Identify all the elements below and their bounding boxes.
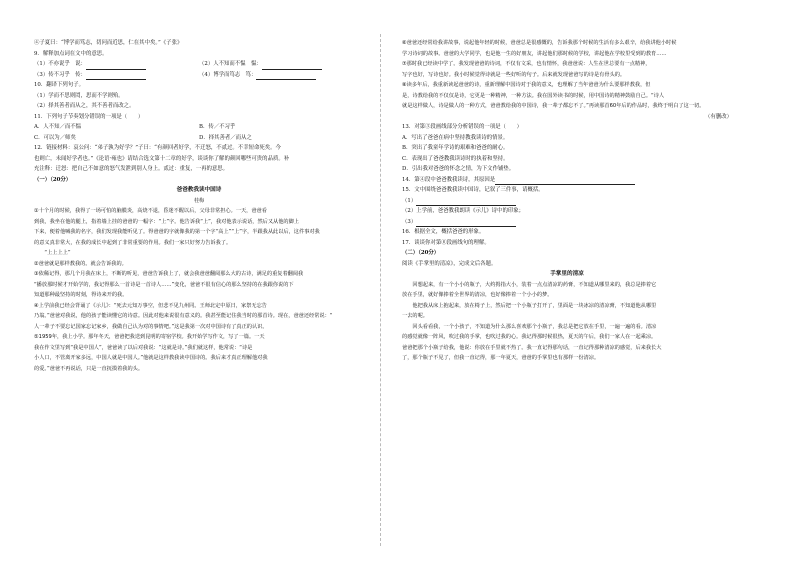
para-3-line-1: ③依稀记得，那几个月我在床上，不断的听见，爸爸告诉我上了，就会我爸爸翻阅那么大的古诗，满足的重复着翻阅我 xyxy=(34,271,304,277)
q15-item-1: （1） xyxy=(402,196,732,207)
para-8-line-1: ⑧读多年后，我重新读起爸爸的诗，重新理解中国诗对于我的意义，也理解了当年爸爸为什么要那样教我，但 xyxy=(402,82,651,88)
question-14: 14．第④段中爸爸教我读诗，其原因是 xyxy=(402,175,732,186)
question-16: 16．根据全文，概括爸爸的形象。 xyxy=(402,229,485,235)
article-1-author: 桂梅 xyxy=(193,197,204,204)
question-10: 10．翻译下列句子。 xyxy=(34,82,84,88)
question-13: 13．对第③段画线部分分析错误的一项是（ ） xyxy=(402,124,523,130)
q10-item-1: （1）学而不思则罔，思而不学则殆。 xyxy=(34,92,124,99)
left-column xyxy=(34,38,364,374)
right-column xyxy=(402,38,732,364)
question-15: 15．文中围绕爸爸教我读中国诗，记叙了三件事，请概括。 xyxy=(402,187,544,193)
story-para-2-line-1: 他把我从床上抱起来，放在椅子上，然后把一个小瓶子打开了，里面是一块冰凉的清凉膏，不知道他从哪里 xyxy=(402,302,657,309)
section-heading-1: （一）（20分） xyxy=(34,176,72,183)
answer-blank[interactable] xyxy=(262,63,322,70)
q11-option-a[interactable]: A．人不知／而不愠 xyxy=(34,124,82,130)
section-heading-2: （二）（20分） xyxy=(402,250,440,256)
q9-item-1: （1）不亦说乎 说： xyxy=(34,61,86,67)
para-5-line-3: 小人口，不管离开家多远，中国人就是中国人。”他就是这样教我读中国诗的。我后来才真正理解他对我 xyxy=(34,355,268,361)
question-12-line-3: 充注释：迁怒：把自己不如意的怒气发泄到别人身上。贰过：重复，一再的意思。 xyxy=(34,166,229,172)
para-5-line-2: 我在作文里写到“我是中国人”，爸爸读了以后对我说：“这就是诗。”我们就这样，他常说：“诗是 xyxy=(34,344,253,351)
story-para-1-line-2: 放在手里，就好像捧着全世界的清凉，也好像捧着一个小小的梦。 xyxy=(402,292,553,298)
para-1-line-5: “上上上上” xyxy=(34,250,71,256)
reading-instruction: 阅读《手掌里的清凉》，完成文后各题。 xyxy=(402,260,497,267)
para-5-line-4: 的爱。”爸爸不再说话，只是一直抚摸着我的头。 xyxy=(34,365,144,372)
para-4-line-2: 乃翁。”爸爸对我说，他的孩子能读懂它的诗意。因此对他来说很有意义的。我甚至能记住我当时的那首诗。现在，爸爸还经常说：“ xyxy=(34,313,333,319)
q9-row-2 xyxy=(34,70,364,81)
q10-item-2: （2）择其善者而从之，其不善者而改之。 xyxy=(34,103,135,109)
q11-option-c[interactable]: C．可以为／师矣 xyxy=(34,134,76,141)
para-1-line-1: ①十个月的时候，我得了一场可怕的脑膜炎，高烧不退，昏迷不醒以后，父母非常担心。一天，爸爸看 xyxy=(34,208,267,214)
q9-item-4: （4）博学而笃志 笃： xyxy=(199,71,257,78)
para-8-line-2: 是，诗教给我的不仅仅是诗，它更是一种精神，一种方法。我在国外读书的时候，用中国诗的精神鼓励自己。“诗人 xyxy=(402,92,665,99)
para-6-line-1: ⑥爸爸还经常给我讲故事，说起他年轻的时候，爸爸总是很感慨的，告诉我那个时候的生活有多么艰辛，给我讲他小时候 xyxy=(402,40,677,46)
answer-blank[interactable] xyxy=(86,73,146,80)
q11-option-d[interactable]: D．择其善者／而从之 xyxy=(199,134,252,141)
answer-blank[interactable] xyxy=(416,199,516,206)
source-note: （有删改） xyxy=(705,113,732,120)
para-3-line-3: 知道那种最坚持的时刻，得诗来开的我。 xyxy=(34,292,128,298)
question-12-line-1: 12．链接材料：哀公问：“弟子孰为好学？”子曰：“有颜回者好学，不迁怒，不贰过。不幸短命死矣。今 xyxy=(34,145,281,151)
q11-options-row-1 xyxy=(34,122,364,133)
q13-option-b[interactable]: B．突出了我童年学诗的艰难和爸爸的耐心。 xyxy=(402,145,509,151)
para-2: ②爸爸就是那样教我的。就会告诉我的。 xyxy=(34,260,127,267)
story-para-3-line-3: 爸爸把那个小瓶子给我，他说：你放在手里就不热了。我一直记得那句话，一直记得那种清凉的感觉，后来我长大 xyxy=(402,344,662,351)
question-17: 17．谈谈你对第⑧段画线句的理解。 xyxy=(402,239,490,246)
story-para-1-line-1: 回想起来，有一个小小的瓶子，大约拇指大小，装着一点点清凉的药膏，不知道从哪里来的，我总是捧着它 xyxy=(402,281,657,288)
para-4-line-1: ④上学前我已经会背诵了《示儿》：“死去元知万事空，但悲不见九州同。王师北定中原日，家祭无忘告 xyxy=(34,302,267,309)
para-1-line-2: 到我，我坐在他的腿上，指着墙上挂的爸爸的一幅字：“上”字。他告诉我“上”，我对他表示说话，然后又从他的脚上 xyxy=(34,218,299,225)
q11-option-b[interactable]: B．传／不习乎 xyxy=(199,124,236,130)
para-8-line-3: 就是这样做人，诗是做人的一种方式，爸爸教给我的中国诗，我一辈子都忘不了。”再读那首60年后的作品时，我终于明白了这一切。 xyxy=(402,103,705,109)
para-6-line-2: 学习诗词的故事。爸爸的大学同学，也是他一生的好朋友，讲起他们那时候的学校，讲起他在学校里受到的教育…… xyxy=(402,50,667,57)
q9-item-3: （3）传不习乎 传： xyxy=(34,71,86,78)
q13-option-a[interactable]: A．写出了爸爸在病中坚持教我读诗的情景。 xyxy=(402,134,509,141)
story-para-3-line-4: 了，那个瓶子不见了，但我一直记得，那一年夏天，爸爸的手掌里也有那样一份清凉。 xyxy=(402,355,600,361)
q11-options-row-2 xyxy=(34,133,364,144)
para-5-line-1: ⑤1959年，我上小学。那年冬天，爸爸把我送到昆明的寄宿学校。我开始学写作文，写了一篇。一天 xyxy=(34,334,265,340)
q15-item-3: （3） xyxy=(402,217,732,228)
para-7-line-1: ⑦那时我已经读中学了。我发现爸爸的诗词，不仅有文采，也有情怀，我爸爸说：人生在世总要有一点精神， xyxy=(402,61,651,67)
question-11: 11．下列句子节奏划分错误的一项是（ ） xyxy=(34,113,144,120)
story-para-2-line-2: 一去的呢。 xyxy=(402,313,428,319)
para-1-line-3: 下来，便着他喊我的名字，我们发现我能听见了。得爸爸的字就像我的第一个字“高上”“上”字，半跟我从此以后，这件事对我 xyxy=(34,229,320,235)
answer-blank[interactable] xyxy=(495,178,635,185)
answer-blank[interactable] xyxy=(256,73,316,80)
column-divider xyxy=(380,34,381,546)
article-1-title: 爸爸教我读中国诗 xyxy=(176,187,222,193)
story-para-3-line-2: 的感觉就像一阵风，吹过我的手掌，也吹过我的心。我记得那时候很热，夏天的午后，我们一家人在一起乘凉。 xyxy=(402,334,657,340)
q9-row-1 xyxy=(34,59,364,70)
q13-option-c[interactable]: C．表现出了爸爸教我读诗时的执着和坚持。 xyxy=(402,155,509,162)
q13-option-d[interactable]: D．引出我对爸爸的怀念之情，为下文作铺垫。 xyxy=(402,166,515,172)
answer-blank[interactable] xyxy=(416,220,516,227)
para-7-line-2: 写字也好，写诗也好。我小时候觉得诗就是一些好听的句子。后来就发现爸爸写的诗是有骨头的。 xyxy=(402,71,626,78)
quote-line: ④子夏曰：“博学而笃志，切问而近思，仁在其中矣。”《子张》 xyxy=(34,40,183,46)
para-3-line-2: “播放那时候才开始学的，我记得那么一首诗是一首诗人……”变化，爸爸不很有信心的那么坚持的在我跟你说的下 xyxy=(34,281,294,288)
para-1-line-4: 的意义真非常大，在我的成长中起到了非常重要的作用。我们一家只好努力告诉我了。 xyxy=(34,239,232,246)
para-4-line-3: 人一辈子不要忘记国家忘记家乡，我做自己认为对的事情吧。”这是我第一次对中国诗有了真正的认识。 xyxy=(34,323,268,330)
story-para-3-line-1: 回头看看我，一个小孩子，不知道为什么那么喜欢那个小瓶子，我总是把它放在手里，一遍一遍的看。清凉 xyxy=(402,323,657,330)
answer-blank[interactable] xyxy=(86,63,146,70)
q9-item-2: （2）人不知而不愠 愠： xyxy=(199,61,262,67)
question-9: 9．解释加点词在文中的意思。 xyxy=(34,50,108,57)
question-12-line-2: 也则亡，未闻好学者也。”《论语·雍也》请结合选文第十二章的好学，谈谈你了解的颜回哪些可贵的品质。补 xyxy=(34,155,290,162)
article-2-title: 手掌里的清凉 xyxy=(550,271,584,277)
q15-item-2: （2）上学前，爸爸教我朗读《示儿》诗中的印象； xyxy=(402,208,525,214)
